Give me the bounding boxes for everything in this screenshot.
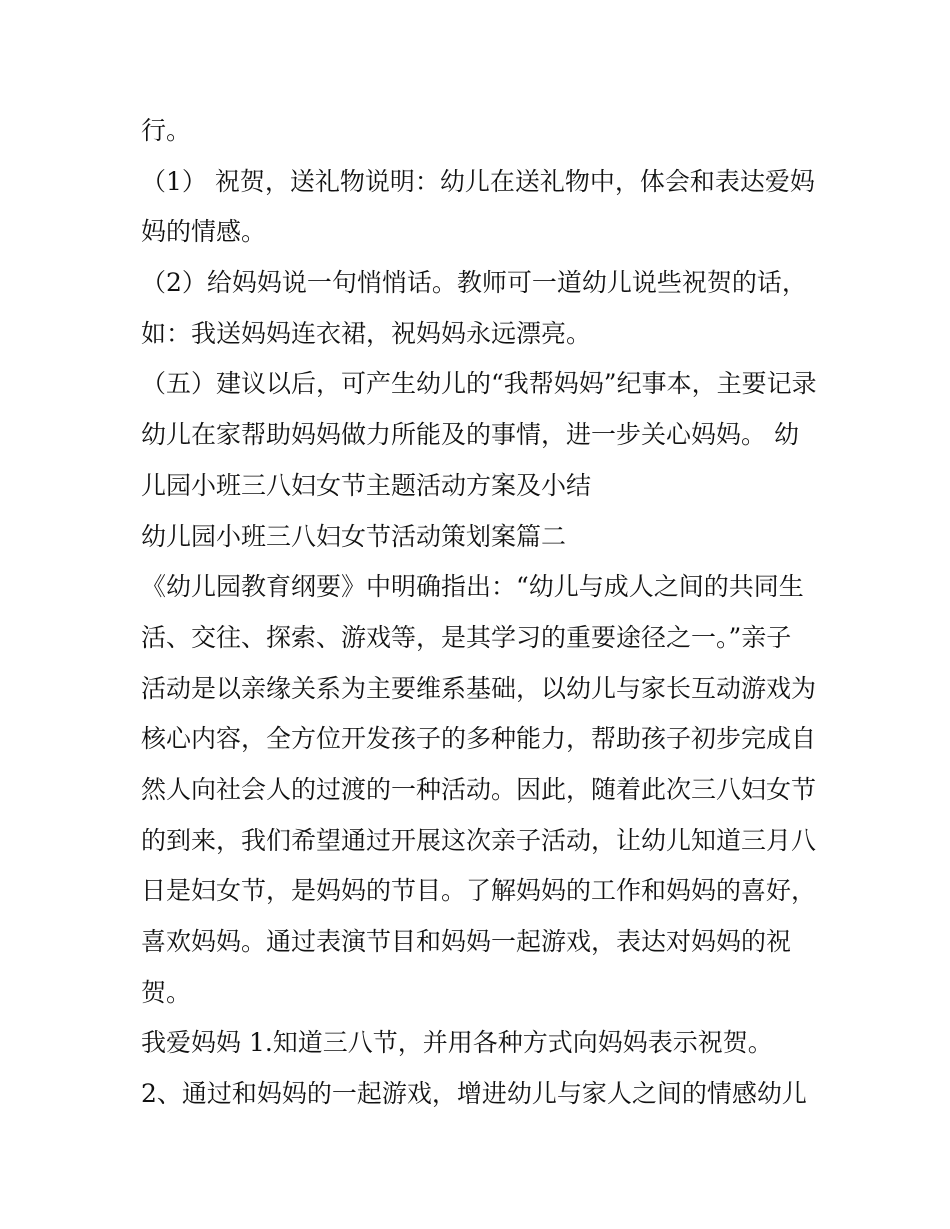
text-line: （2）给妈妈说一句悄悄话。教师可一道幼儿说些祝贺的话， [141, 268, 807, 298]
text-line: 如：我送妈妈连衣裙，祝妈妈永远漂亮。 [141, 318, 592, 348]
text-line: 2、通过和妈妈的一起游戏，增进幼儿与家人之间的情感幼儿 [141, 1079, 807, 1109]
text-line: 贺。 [141, 977, 192, 1007]
text-line: 妈的情感。 [141, 217, 267, 247]
text-line: （五）建议以后，可产生幼儿的“我帮妈妈”纪事本，主要记录 [141, 369, 817, 399]
text-line: 活、交往、探索、游戏等，是其学习的重要途径之一。”亲子 [141, 622, 792, 652]
text-line: 《幼儿园教育纲要》中明确指出：“幼儿与成人之间的共同生 [141, 572, 804, 602]
text-line: 我爱妈妈 1.知道三八节，并用各种方式向妈妈表示祝贺。 [141, 1028, 773, 1058]
text-line: 活动是以亲缘关系为主要维系基础，以幼儿与家长互动游戏为 [141, 673, 817, 703]
text-line: 行。 [141, 116, 192, 145]
text-line: 然人向社会人的过渡的一种活动。因此，随着此次三八妇女节 [141, 774, 817, 804]
text-line: 儿园小班三八妇女节主题活动方案及小结 [141, 470, 592, 500]
document-body [141, 106, 821, 1120]
text-line: 幼儿在家帮助妈妈做力所能及的事情，进一步关心妈妈。 幼 [141, 420, 799, 450]
text-line: 的到来，我们希望通过开展这次亲子活动，让幼儿知道三月八 [141, 825, 817, 855]
section-title: 幼儿园小班三八妇女节活动策划案篇二 [141, 521, 567, 551]
text-line: 喜欢妈妈。通过表演节目和妈妈一起游戏，表达对妈妈的祝 [141, 927, 792, 956]
text-line: （1） 祝贺，送礼物说明：幼儿在送礼物中，体会和表达爱妈 [141, 166, 815, 196]
text-line: 核心内容，全方位开发孩子的多种能力，帮助孩子初步完成自 [141, 724, 817, 754]
text-line: 日是妇女节，是妈妈的节目。了解妈妈的工作和妈妈的喜好， [141, 876, 817, 906]
